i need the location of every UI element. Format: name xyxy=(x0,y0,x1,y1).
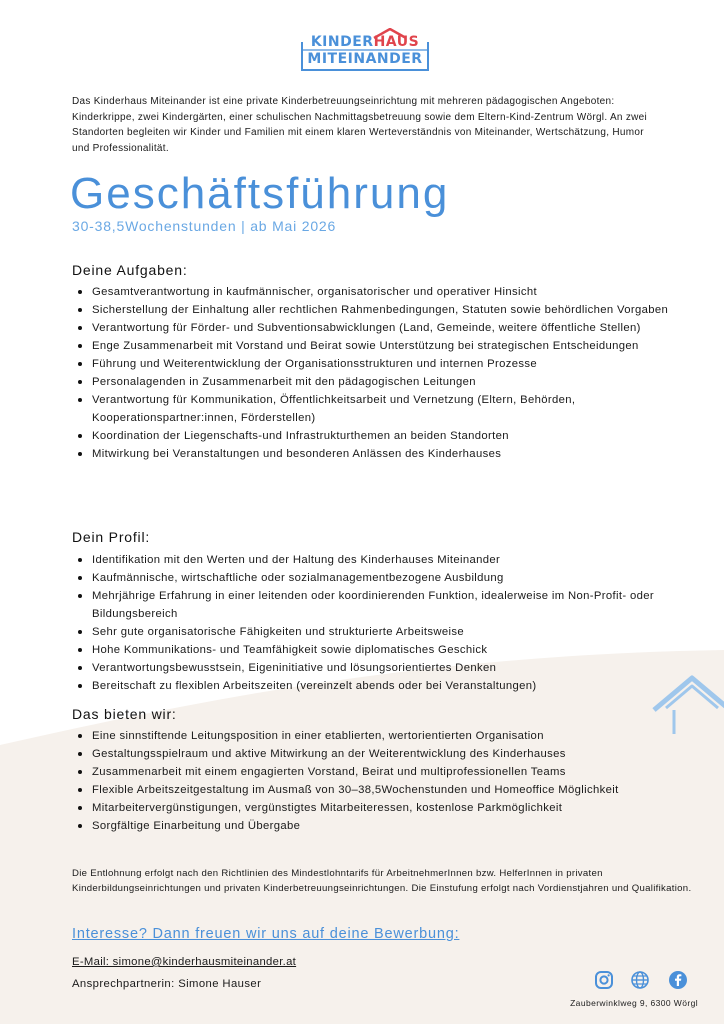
bieten-list xyxy=(72,727,692,835)
list-item: Mehrjährige Erfahrung in einer leitenden oder koordinierenden Funktion, idealerweise im Non-Profit- oder Bildungsbereich xyxy=(72,587,692,623)
email-link[interactable]: E-Mail: simone@kinderhausmiteinander.at xyxy=(72,956,297,968)
list-item: Personalagenden in Zusammenarbeit mit den pädagogischen Leitungen xyxy=(72,373,692,391)
list-item: Mitwirkung bei Veranstaltungen und besonderen Anlässen des Kinderhauses xyxy=(72,445,692,463)
list-item: Gestaltungsspielraum und aktive Mitwirkung an der Weiterentwicklung des Kinderhauses xyxy=(72,745,692,763)
logo xyxy=(300,28,430,72)
facebook-icon[interactable] xyxy=(668,970,688,990)
list-item: Führung und Weiterentwicklung der Organisationsstrukturen und internen Prozesse xyxy=(72,355,692,373)
address: Zauberwinklweg 9, 6300 Wörgl xyxy=(570,998,698,1008)
list-item: Verantwortungsbewusstsein, Eigeninitiative und lösungsorientiertes Denken xyxy=(72,659,692,677)
list-item: Verantwortung für Kommunikation, Öffentlichkeitsarbeit und Vernetzung (Eltern, Behörden, Kooperationspartner:innen, Förderstellen) xyxy=(72,391,692,427)
list-item: Bereitschaft zu flexiblen Arbeitszeiten (vereinzelt abends oder bei Veranstaltungen) xyxy=(72,677,692,695)
list-item: Sicherstellung der Einhaltung aller rechtlichen Rahmenbedingungen, Statuten sowie behördlichen Vorgaben xyxy=(72,301,692,319)
list-item: Gesamtverantwortung in kaufmännischer, organisatorischer und operativer Hinsicht xyxy=(72,283,692,301)
list-item: Zusammenarbeit mit einem engagierten Vorstand, Beirat und multiprofessionellen Teams xyxy=(72,763,692,781)
application-cta[interactable]: Interesse? Dann freuen wir uns auf deine Bewerbung: xyxy=(72,926,460,942)
salary-note: Die Entlohnung erfolgt nach den Richtlinien des Mindestlohntarifs für ArbeitnehmerInnen bzw. HelferInnen in privaten Kinderbildungseinrichtungen und privaten Kinderbetreuungseinrichtungen. Die Einstufung erfolgt nach Vordienstjahren und Qualifikation. xyxy=(72,868,692,894)
list-item: Enge Zusammenarbeit mit Vorstand und Beirat sowie Unterstützung bei strategischen Entscheidungen xyxy=(72,337,692,355)
globe-icon[interactable] xyxy=(630,970,650,990)
list-item: Sehr gute organisatorische Fähigkeiten und strukturierte Arbeitsweise xyxy=(72,623,692,641)
list-item: Eine sinnstiftende Leitungsposition in einer etablierten, wertorientierten Organisation xyxy=(72,727,692,745)
list-item: Verantwortung für Förder- und Subventionsabwicklungen (Land, Gemeinde, weitere öffentliche Stellen) xyxy=(72,319,692,337)
instagram-icon[interactable] xyxy=(594,970,614,990)
profil-list xyxy=(72,551,692,695)
contact-person: Ansprechpartnerin: Simone Hauser xyxy=(72,978,262,990)
section-heading-bieten: Das bieten wir: xyxy=(72,706,177,722)
list-item: Koordination der Liegenschafts-und Infrastrukturthemen an beiden Standorten xyxy=(72,427,692,445)
aufgaben-list xyxy=(72,283,692,463)
page-title: Geschäftsführung xyxy=(70,169,450,218)
list-item: Flexible Arbeitszeitgestaltung im Ausmaß von 30–38,5Wochenstunden und Homeoffice Möglichkeit xyxy=(72,781,692,799)
list-item: Identifikation mit den Werten und der Haltung des Kinderhauses Miteinander xyxy=(72,551,692,569)
list-item: Kaufmännische, wirtschaftliche oder sozialmanagementbezogene Ausbildung xyxy=(72,569,692,587)
social-icons xyxy=(592,970,692,992)
list-item: Mitarbeitervergünstigungen, vergünstigtes Mitarbeiteressen, kostenlose Parkmöglichkeit xyxy=(72,799,692,817)
logo-text-top: KINDERHAUS xyxy=(310,34,420,50)
section-heading-aufgaben: Deine Aufgaben: xyxy=(72,262,188,278)
list-item: Sorgfältige Einarbeitung und Übergabe xyxy=(72,817,692,835)
page-subtitle: 30-38,5Wochenstunden | ab Mai 2026 xyxy=(72,218,337,234)
section-heading-profil: Dein Profil: xyxy=(72,529,151,545)
logo-text-bottom: MITEINANDER xyxy=(307,51,423,67)
intro-paragraph: Das Kinderhaus Miteinander ist eine private Kinderbetreuungseinrichtung mit mehreren pädagogischen Angeboten: Kinderkrippe, zwei Kindergärten, einer schulischen Nachmittagsbetreuung sowie dem Eltern-Kind-Zentrum Wörgl. An zwei Standorten begleiten wir Kinder und Familien mit einem klaren Werteverständnis von Miteinander, Wertschätzung, Humor und Professionalität. xyxy=(72,96,648,154)
list-item: Hohe Kommunikations- und Teamfähigkeit sowie diplomatisches Geschick xyxy=(72,641,692,659)
